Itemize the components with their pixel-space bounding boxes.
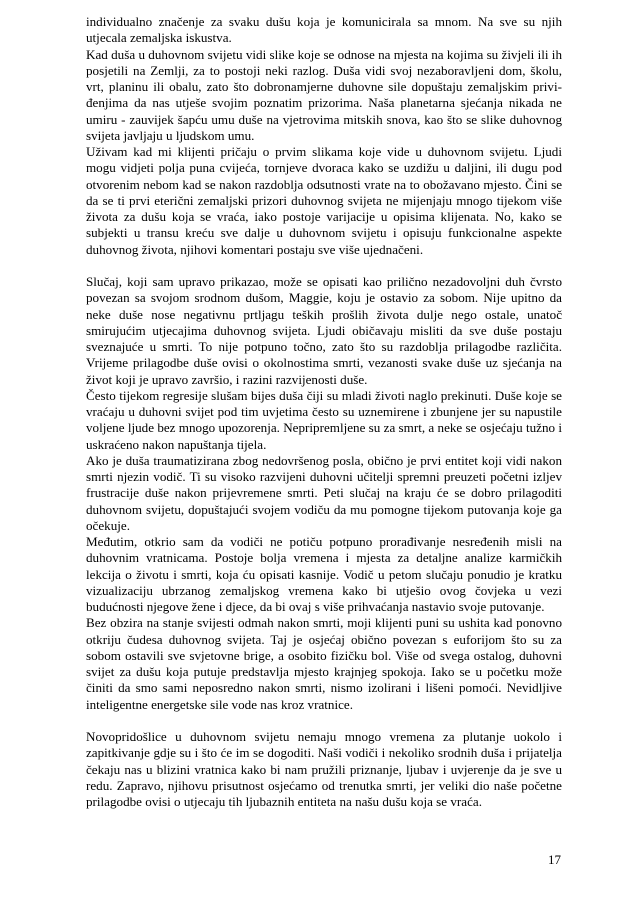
paragraph-5: Često tijekom regresije slušam bijes duša čiji su mladi životi naglo prekinuti. Duše koje se vraćaju u duhovni svijet pod tim uvjetima često su uznemirene i zbunjene jer su napustile voljene ljude bez mnogo upozorenja. Nepripremljene su za smrt, a neke se osjećaju tužno i uskraćeno nakon napuštanja tijela. — [86, 387, 562, 452]
paragraph-3: Uživam kad mi klijenti pričaju o prvim slikama koje vide u duhovnom svijetu. Ljudi mogu vidjeti polja puna cvijeća, tornjeve dvoraca kako se uzdižu u daljini, ili dugu pod otvorenim nebom kad se nakon razdoblja odsutnosti vrate na to obožavano mjesto. Čini se da se ti prvi eterični zemaljski prizori duhovnog svijeta ne mijenjaju mnogo tijekom više života za dušu koja se vraća, iako postoje varijacije u opisima klijenata. No, kako se subjekti u transu kreću sve dalje u duhovnom svijetu i opisuju funkcionalne aspekte duhovnog života, njihovi komentari postaju sve više ujednačeni. — [86, 144, 562, 257]
paragraph-1: individualno značenje za svaku dušu koja je komunicirala sa mnom. Na sve su njih utjecala zemaljska iskustva. — [86, 14, 562, 46]
paragraph-7: Međutim, otkrio sam da vodiči ne potiču potpuno prorađivanje nesređenih misli na duhovnim vratnicama. Postoje bolja vremena i mjesta za detaljne analize karmičkih lekcija o životu i smrti, koja ću opisati kasnije. Vodič u petom slučaju ponudio je kratku vizualizaciju ubrzanog zemaljskog vremena kako bi utješio ovog čovjeka u vezi budućnosti njegove žene i djece, da bi ovaj s više prihvaćanja nastavio svoje putovanje. — [86, 534, 562, 614]
page-number: 17 — [548, 852, 561, 867]
paragraph-4: Slučaj, koji sam upravo prikazao, može se opisati kao prilično nezadovoljni duh čvrsto povezan sa svojom srodnom dušom, Maggie, koju je ostavio za sobom. Nije upitno da neke duše nose negativnu prtljagu teških prošlih života dulje nego ostale, unatoč smirujućim utjecajima duhovnog svijeta. Ljudi običavaju misliti da sve duše postaju sveznajuće u smrti. To nije potpuno točno, zato što su razdoblja prilagodbe različita. Vrijeme prilagodbe duše ovisi o okolnostima smrti, vezanosti svake duše uz sjećanja na život koji je upravo završio, i razini razvijenosti duše. — [86, 274, 562, 387]
paragraph-6: Ako je duša traumatizirana zbog nedovršenog posla, obično je prvi entitet koji vidi nakon smrti njezin vodič. Ti su visoko razvijeni duhovni učitelji spremni preuzeti početni izljev frustracije duše nakon prijevremene smrti. Peti slučaj na kraju će se dobro prilagoditi duhovnom svijetu, dopuštajući svojem vodiču da mu pomogne tijekom putovanja koje ga očekuje. — [86, 452, 562, 533]
paragraph-9: Novopridošlice u duhovnom svijetu nemaju mnogo vremena za plutanje uokolo i zapitkivanje gdje su i što će im se dogoditi. Naši vodiči i nekoliko srodnih duša i prijatelja čekaju nas u blizini vratnica kako bi nam pružili priznanje, ljubav i uvjerenje da je sve u redu. Zapravo, njihovu prisutnost osjećamo od trenutka smrti, jer veliki dio naše početne prilagodbe ovisi o utjecaju tih ljubaznih entiteta na našu dušu koja se vraća. — [86, 729, 562, 809]
document-body — [86, 14, 562, 810]
paragraph-2: Kad duša u duhovnom svijetu vidi slike koje se odnose na mjesta na kojima su živjeli ili ih posjetili na Zemlji, za to postoji neki razlog. Duša vidi svoj nezaboravljeni dom, školu, vrt, planinu ili obalu, zato što dobronamjerne duhovne sile dopuštaju zemaljskim priviđenjima da nas utješe svojim poznatim prizorima. Naša planetarna sjećanja nikada ne umiru - zauvijek šapću umu duše na vjetrovima mitskih snova, kao što se slike duhovnog svijeta javljaju u ljudskom umu. — [86, 46, 562, 143]
paragraph-8: Bez obzira na stanje svijesti odmah nakon smrti, moji klijenti puni su ushita kad ponovno otkriju čudesa duhovnog svijeta. Taj je osjećaj obično povezan s euforijom što su za sobom ostavili sve svjetovne brige, a osobito fizičku bol. Više od svega ostalog, duhovni svijet za dušu koja putuje predstavlja mjesto krajnjeg spokoja. Iako se u početku može činiti da smo sami neposredno nakon smrti, nismo izolirani i lišeni pomoći. Nevidljive inteligentne energetske sile vode nas kroz vratnice. — [86, 615, 562, 712]
